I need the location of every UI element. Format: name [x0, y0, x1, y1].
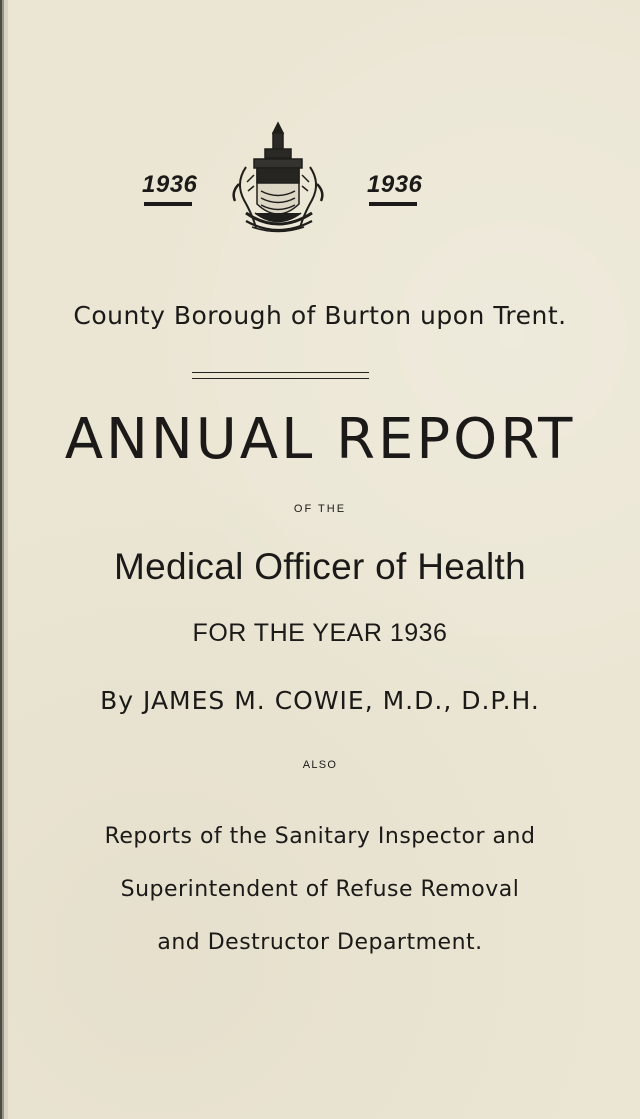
title-rule-top: [192, 372, 369, 373]
additional-report-line: Superintendent of Refuse Removal: [120, 877, 520, 902]
year-right-underline: [369, 202, 417, 206]
report-year-line: FOR THE YEAR 1936: [192, 619, 448, 647]
additional-report-line: Reports of the Sanitary Inspector and: [104, 824, 536, 849]
county-borough-line: County Borough of Burton upon Trent.: [73, 301, 567, 330]
borough-crest-icon: [228, 118, 328, 244]
title-rule-bottom: [192, 378, 369, 379]
year-right: 1936: [367, 171, 423, 198]
additional-report-line: and Destructor Department.: [157, 930, 483, 955]
also-label: ALSO: [302, 759, 338, 771]
author-line: By JAMES M. COWIE, M.D., D.P.H.: [100, 686, 540, 715]
of-the-label: OF THE: [293, 503, 347, 515]
year-left-underline: [144, 202, 192, 206]
additional-reports-block: [0, 810, 640, 969]
report-subtitle: Medical Officer of Health: [114, 546, 526, 587]
report-title: ANNUAL REPORT: [64, 407, 576, 472]
year-left: 1936: [142, 171, 198, 198]
